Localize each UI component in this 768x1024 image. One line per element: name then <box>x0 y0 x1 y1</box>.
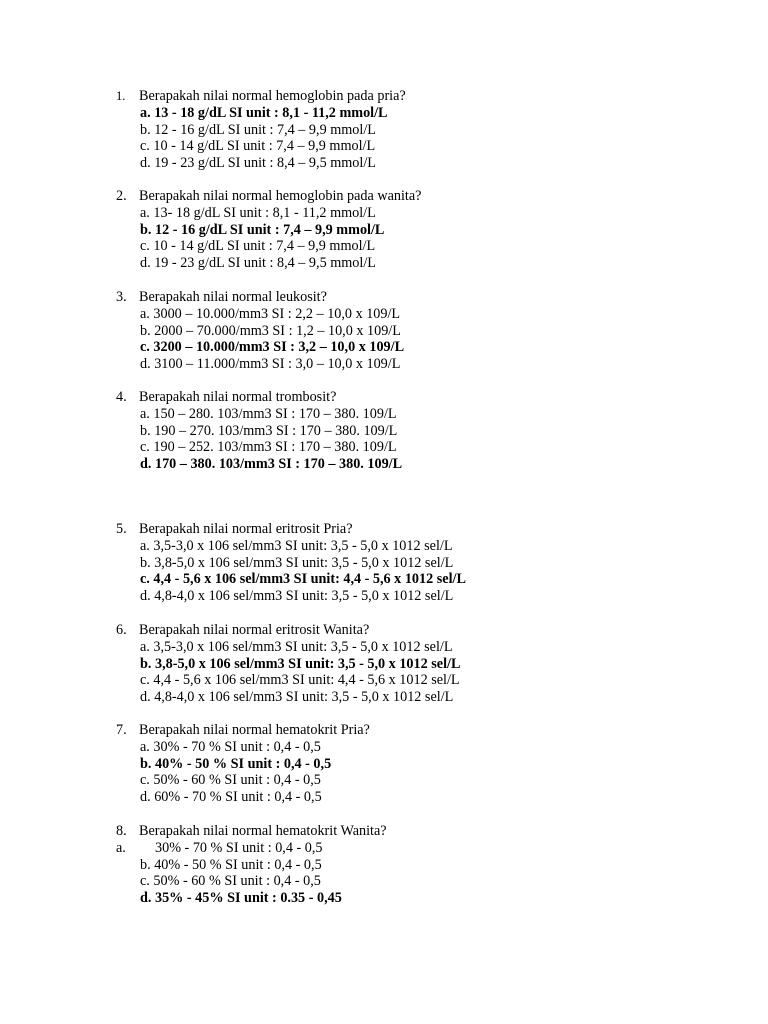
option-b: b. 12 - 16 g/dL SI unit : 7,4 – 9,9 mmol/L <box>140 221 385 238</box>
question-1 <box>0 88 768 172</box>
question-number: 2. <box>116 188 127 204</box>
option-b: b. 190 – 270. 103/mm3 SI : 170 – 380. 109/L <box>140 422 398 439</box>
question-text: Berapakah nilai normal eritrosit Pria? <box>139 521 353 537</box>
option-b: b. 40% - 50 % SI unit : 0,4 - 0,5 <box>140 755 332 772</box>
question-number: 4. <box>116 389 127 405</box>
question-5 <box>0 521 768 605</box>
option-c: c. 50% - 60 % SI unit : 0,4 - 0,5 <box>140 772 321 789</box>
option-c: c. 10 - 14 g/dL SI unit : 7,4 – 9,9 mmol/L <box>140 238 376 255</box>
question-6 <box>0 622 768 706</box>
question-text: Berapakah nilai normal hemoglobin pada wanita? <box>139 188 422 204</box>
option-d: d. 170 – 380. 103/mm3 SI : 170 – 380. 109/L <box>140 456 403 473</box>
option-a: a. 3,5-3,0 x 106 sel/mm3 SI unit: 3,5 - 5,0 x 1012 sel/L <box>140 638 453 655</box>
question-number: 3. <box>116 289 127 305</box>
option-d: d. 19 - 23 g/dL SI unit : 8,4 – 9,5 mmol/L <box>140 255 376 272</box>
question-line <box>0 722 768 739</box>
option-d: d. 3100 – 11.000/mm3 SI : 3,0 – 10,0 x 109/L <box>140 356 401 373</box>
question-text: Berapakah nilai normal leukosit? <box>139 289 327 305</box>
question-line <box>0 521 768 538</box>
option-a: a. 30% - 70 % SI unit : 0,4 - 0,5 <box>140 738 321 755</box>
question-number: 6. <box>116 622 127 638</box>
option-c: c. 4,4 - 5,6 x 106 sel/mm3 SI unit: 4,4 - 5,6 x 1012 sel/L <box>140 571 466 588</box>
option-b: b. 3,8-5,0 x 106 sel/mm3 SI unit: 3,5 - 5,0 x 1012 sel/L <box>140 655 461 672</box>
question-number: 1. <box>116 89 126 103</box>
option-a: a. 3000 – 10.000/mm3 SI : 2,2 – 10,0 x 109/L <box>140 305 401 322</box>
question-text: Berapakah nilai normal eritrosit Wanita? <box>139 622 370 638</box>
question-4 <box>0 389 768 473</box>
option-c: c. 10 - 14 g/dL SI unit : 7,4 – 9,9 mmol/L <box>140 138 376 155</box>
question-line <box>0 622 768 639</box>
option-d: d. 19 - 23 g/dL SI unit : 8,4 – 9,5 mmol/L <box>140 155 376 172</box>
question-line <box>0 823 768 840</box>
option-b: b. 2000 – 70.000/mm3 SI : 1,2 – 10,0 x 109/L <box>140 322 401 339</box>
question-text: Berapakah nilai normal hematokrit Pria? <box>139 722 370 738</box>
question-text: Berapakah nilai normal trombosit? <box>139 389 337 405</box>
question-number: 8. <box>116 823 127 839</box>
option-a: a. 3,5-3,0 x 106 sel/mm3 SI unit: 3,5 - 5,0 x 1012 sel/L <box>140 537 453 554</box>
question-text: Berapakah nilai normal hemoglobin pada pria? <box>139 88 406 104</box>
option-a: a. 150 – 280. 103/mm3 SI : 170 – 380. 109/L <box>140 405 397 422</box>
question-text: Berapakah nilai normal hematokrit Wanita? <box>139 823 387 839</box>
question-line <box>0 289 768 306</box>
question-line <box>0 389 768 406</box>
option-d: d. 4,8-4,0 x 106 sel/mm3 SI unit: 3,5 - 5,0 x 1012 sel/L <box>140 689 454 706</box>
option-c: c. 190 – 252. 103/mm3 SI : 170 – 380. 109/L <box>140 439 397 456</box>
question-2 <box>0 188 768 272</box>
option-d: d. 4,8-4,0 x 106 sel/mm3 SI unit: 3,5 - 5,0 x 1012 sel/L <box>140 588 454 605</box>
option-c: c. 3200 – 10.000/mm3 SI : 3,2 – 10,0 x 109/L <box>140 339 405 356</box>
question-number: 5. <box>116 521 127 537</box>
option-d: d. 60% - 70 % SI unit : 0,4 - 0,5 <box>140 789 322 806</box>
question-8 <box>0 823 768 907</box>
option-a: a. 13- 18 g/dL SI unit : 8,1 - 11,2 mmol/L <box>140 204 376 221</box>
option-c: c. 4,4 - 5,6 x 106 sel/mm3 SI unit: 4,4 - 5,6 x 1012 sel/L <box>140 672 460 689</box>
question-3 <box>0 289 768 373</box>
question-line <box>0 188 768 205</box>
question-7 <box>0 722 768 806</box>
question-line <box>0 88 768 105</box>
option-b: b. 40% - 50 % SI unit : 0,4 - 0,5 <box>140 856 322 873</box>
option-c: c. 50% - 60 % SI unit : 0,4 - 0,5 <box>140 873 321 890</box>
option-b: b. 3,8-5,0 x 106 sel/mm3 SI unit: 3,5 - 5,0 x 1012 sel/L <box>140 554 454 571</box>
option-d: d. 35% - 45% SI unit : 0.35 - 0,45 <box>140 890 342 907</box>
option-a <box>0 840 768 857</box>
option-text: 30% - 70 % SI unit : 0,4 - 0,5 <box>155 839 323 856</box>
option-letter: a. <box>116 839 126 856</box>
question-number: 7. <box>116 722 127 738</box>
option-b: b. 12 - 16 g/dL SI unit : 7,4 – 9,9 mmol/L <box>140 121 376 138</box>
option-a: a. 13 - 18 g/dL SI unit : 8,1 - 11,2 mmol/L <box>140 104 388 121</box>
